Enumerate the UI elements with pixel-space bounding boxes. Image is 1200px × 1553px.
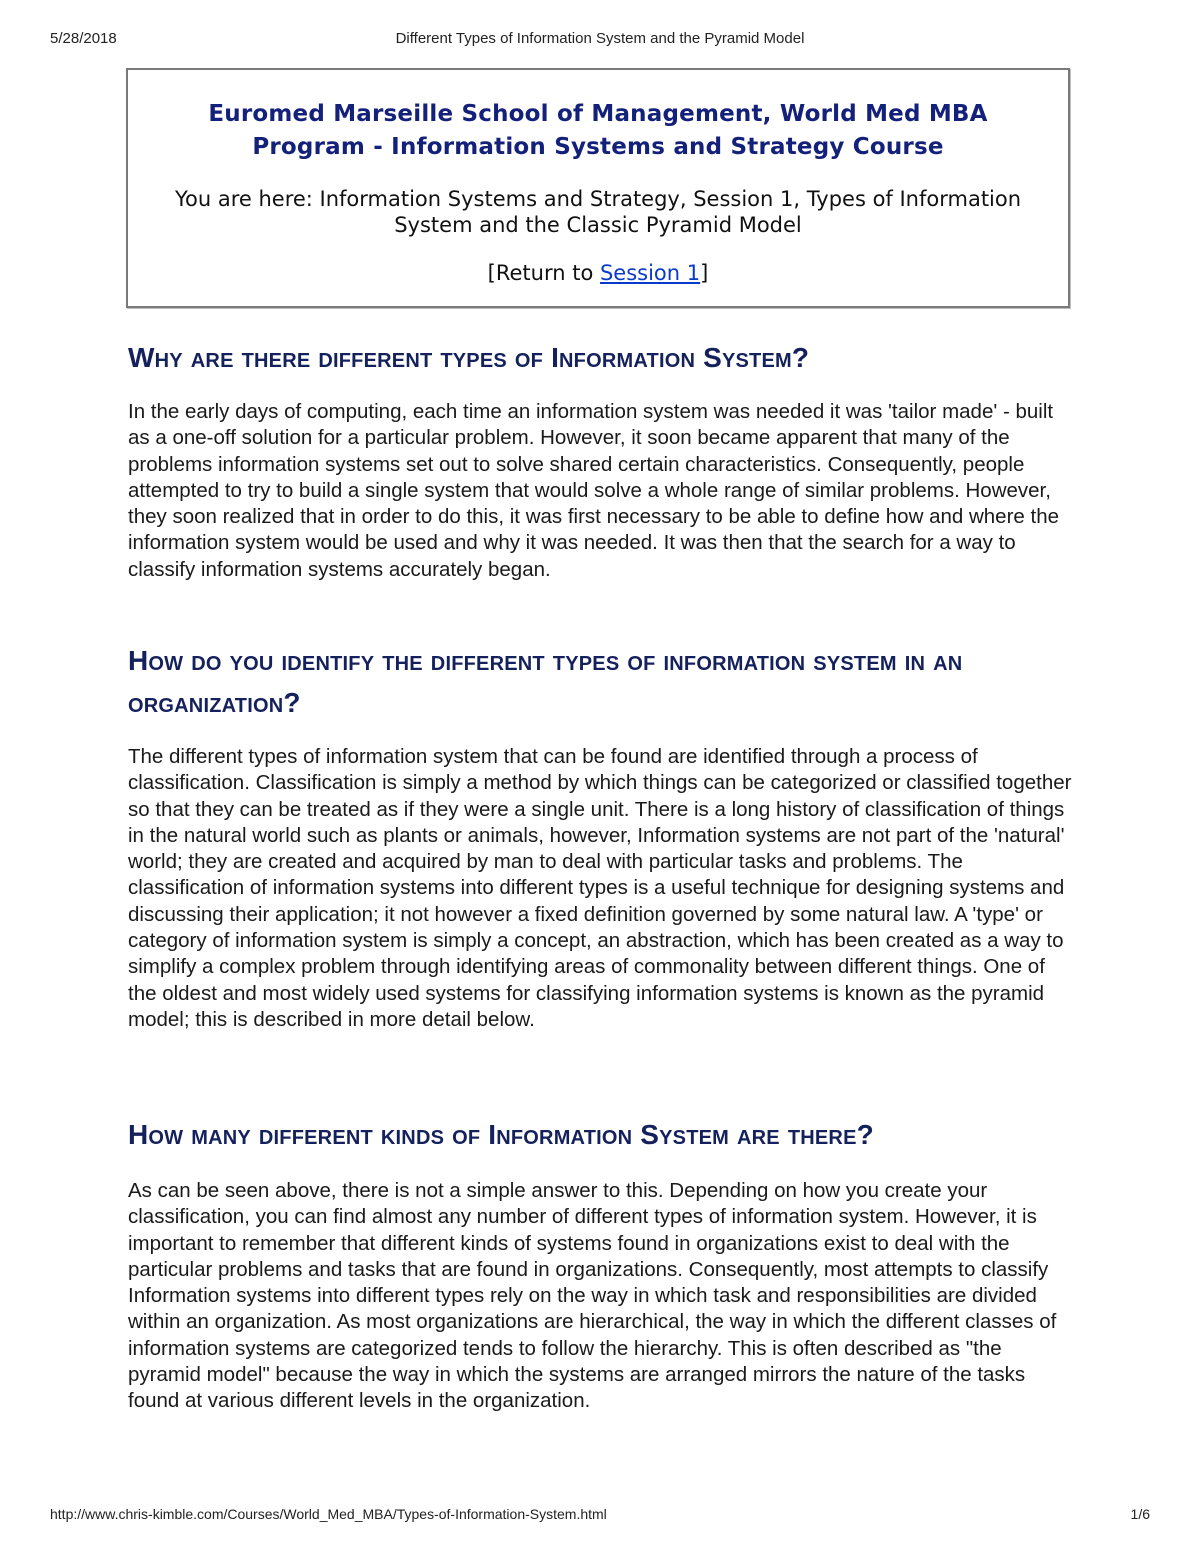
section-body: In the early days of computing, each time an information system was needed it was 'tailor made' - built as a one-off solution for a particular problem. However, it soon became apparent that many of the problems information systems set out to solve shared certain characteristics. Consequently, people attempted to try to build a single system that would solve a whole range of similar problems. However, they soon realized that in order to do this, it was first necessary to be able to define how and where the information system would be used and why it was needed. It was then that the search for a way to classify information systems accurately began.	[128, 400, 1060, 581]
section-how-many	[128, 1114, 1078, 1415]
section-heading: How do you identify the different types of information system in an organization?	[128, 645, 963, 718]
print-page-title: Different Types of Information System and the Pyramid Model	[395, 30, 805, 47]
section-heading: Why are there different types of Information System?	[128, 342, 810, 373]
section-heading: How many different kinds of Information System are there?	[128, 1119, 874, 1150]
print-footer	[50, 1506, 1150, 1526]
section-why	[128, 337, 1078, 583]
return-suffix: ]	[700, 261, 709, 285]
print-header	[50, 30, 1150, 50]
return-line	[128, 260, 1068, 286]
print-date: 5/28/2018	[50, 30, 117, 47]
return-prefix: [Return to	[487, 261, 600, 285]
section-how-identify	[128, 640, 1072, 1033]
banner-heading: Euromed Marseille School of Management, World Med MBA Program - Information Systems and Strategy Course	[208, 101, 988, 160]
print-url: http://www.chris-kimble.com/Courses/World_Med_MBA/Types-of-Information-System.html	[50, 1506, 607, 1522]
session-1-link[interactable]: Session 1	[599, 261, 701, 285]
course-banner	[126, 68, 1070, 308]
section-body: The different types of information system that can be found are identified through a process of classification. Classification is simply a method by which things can be categorized or classified together so that they can be treated as if they were a single unit. There is a long history of classification of things in the natural world such as plants or animals, however, Information systems are not part of the 'natural' world; they are created and acquired by man to deal with particular tasks and problems. The classification of information systems into different types is a useful technique for designing systems and discussing their application; it not however a fixed definition governed by some natural law. A 'type' or category of information system is simply a concept, an abstraction, which has been created as a way to simplify a complex problem through identifying areas of commonality between different things. One of the oldest and most widely used systems for classifying information systems is known as the pyramid model; this is described in more detail below.	[128, 745, 1072, 1031]
section-body: As can be seen above, there is not a simple answer to this. Depending on how you create your classification, you can find almost any number of different types of information system. However, it is important to remember that different kinds of systems found in organizations exist to deal with the particular problems and tasks that are found in organizations. Consequently, most attempts to classify Information systems into different types rely on the way in which task and responsibilities are divided within an organization. As most organizations are hierarchical, the way in which the different classes of information systems are categorized tends to follow the hierarchy. This is often described as "the pyramid model" because the way in which the systems are arranged mirrors the nature of the tasks found at various different levels in the organization.	[128, 1179, 1057, 1413]
page-number: 1/6	[1130, 1506, 1150, 1522]
breadcrumb: You are here: Information Systems and Strategy, Session 1, Types of Information System and the Classic Pyramid Model	[174, 187, 1022, 237]
